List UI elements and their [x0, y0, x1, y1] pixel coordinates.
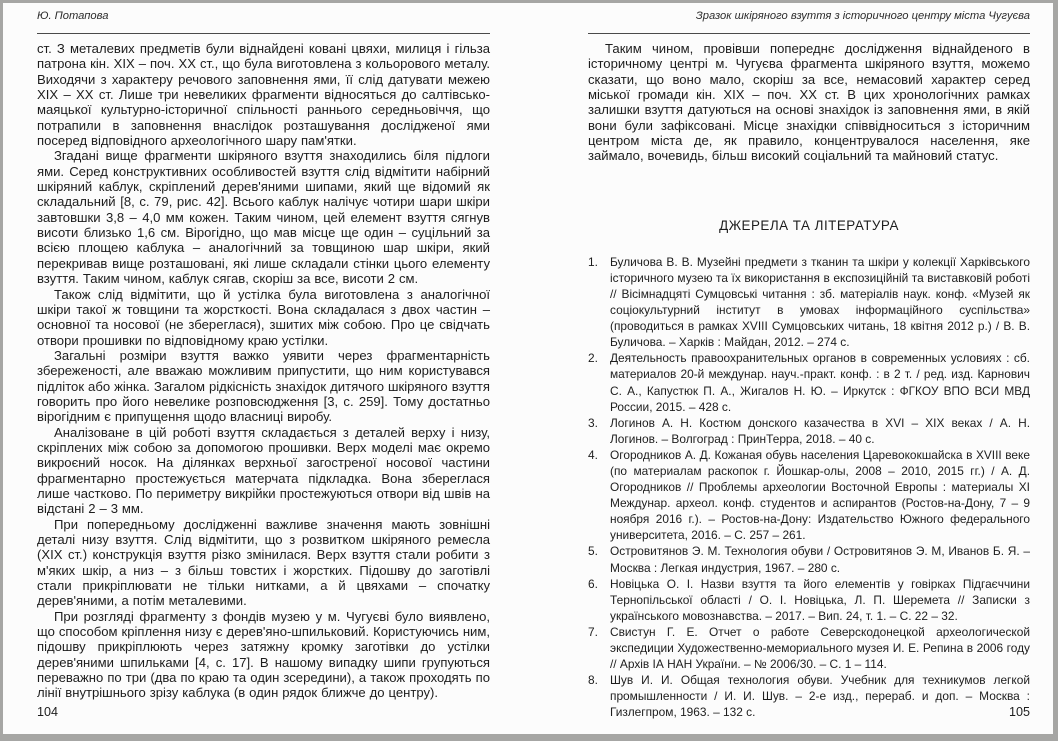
- paragraph: ст. З металевих предметів були віднайдені ковані цвяхи, милиця і гільза патрона кін. XIX – поч. XX ст., що була виготовлена з кольорового металу. Виходячи з характеру речового заповнення ями, її слід датувати межею XIX – XX ст. Лише три невеликих фрагменти відносяться до салтівсько-маяцької культурно-історичної спільності раннього середньовіччя, що потрапили в заповнення внаслідок розташування дослідженої ями посеред відповідного археологічного шару пам'ятки.: [37, 41, 490, 149]
- reference-item: [588, 624, 1030, 672]
- left-page-body: [37, 41, 490, 701]
- reference-number: 7.: [588, 624, 598, 639]
- reference-text: Новіцька О. І. Назви взуття та його елементів у говірках Підгаєччини Тернопільської області / О. І. Новіцька, Л. П. Шеремета // Записки з українського мовознавства. – 2017. – Вип. 24, т. 1. – С. 22 – 32.: [610, 576, 1030, 623]
- page-left: [37, 10, 490, 701]
- page-number-left: 104: [37, 705, 59, 719]
- reference-text: Деятельность правоохранительных органов в современных условиях : сб. материалов 20-й междунар. науч.-практ. конф. : в 2 т. / ред. изд. Карнович С. А., Капустюк П. А., Жигалов Н. Ю. – Иркутск : ФГКОУ ВПО ВСИ МВД России, 2015. – 428 с.: [610, 351, 1030, 414]
- reference-item: [588, 447, 1030, 544]
- reference-number: 1.: [588, 254, 598, 269]
- reference-number: 8.: [588, 673, 598, 688]
- reference-item: [588, 350, 1030, 414]
- reference-text: Логинов А. Н. Костюм донского казачества в XVI – XIX веках / А. Н. Логинов. – Волгоград : ПринТерра, 2018. – 40 с.: [610, 415, 1030, 446]
- page-right: [588, 10, 1030, 720]
- reference-number: 4.: [588, 447, 598, 462]
- reference-text: Огородников А. Д. Кожаная обувь населения Царевококшайска в XVIII веке (по материалам раскопок г. Йошкар-олы, 2008 – 2010, 2015 гг.) / А. Д. Огородников // Проблемы археологии Восточной Европы : материалы XI Междунар. археол. конф. студентов и аспирантов (Ростов-на-Дону, 7 – 9 ноября 2016 г.). – Ростов-на-Дону: Издательство Южного федерального университета, 2016. – С. 257 – 261.: [610, 447, 1030, 543]
- paragraph: Також слід відмітити, що й устілка була виготовлена з аналогічної шкіри такої ж товщини та жорсткості. Вона складалася з двох частин – основної та носової (не збереглася), зшитих між собою. Про це свідчать отвори прошивки по відповідному краю устілки.: [37, 286, 490, 348]
- reference-text: Шув И. И. Общая технология обуви. Учебник для техникумов легкой промышленности / И. И. Шув. – 2-е изд., перераб. и доп. – Москва : Гизлегпром, 1963. – 132 с.: [610, 673, 1030, 720]
- paragraph: При попередньому дослідженні важливе значення мають зовнішні деталі низу взуття. Слід відмітити, що з розвитком шкіряного ремесла (XIX ст.) конструкція взуття різко змінилася. Верх взуття стали робити з м'яких шкір, а низ – з більш товстих і жорстких. Підошву до заготівлі стали прикріплювати не тільки нитками, а й цвяхами – спочатку дерев'яними, а потім металевими.: [37, 516, 490, 609]
- reference-text: Свистун Г. Е. Отчет о работе Северскодонецкой археологической экспедиции Художественно-мемориального музея И. Е. Репина в 2006 году // Архів ІА НАН України. – № 2006/30. – С. 1 – 114.: [610, 624, 1030, 672]
- reference-text: Буличова В. В. Музейні предмети з тканин та шкіри у колекції Харківського історичного музею та їх використання в експозиційній та виставковій роботі // Вісімнадцяті Сумцовські читання : зб. матеріалів наук. конф. «Музей як соціокультурний інститут в умовах інформаційного суспільства» (проводиться в рамках XVIII Сумцовських читань, 18 квітня 2012 р.) / В. В. Буличова. – Харків : Майдан, 2012. – 274 с.: [610, 254, 1030, 350]
- reference-item: [588, 543, 1030, 575]
- references-list: [588, 254, 1030, 721]
- reference-item: [588, 415, 1030, 447]
- reference-number: 3.: [588, 415, 598, 430]
- page-number-right: 105: [1008, 705, 1030, 719]
- paragraph: Таким чином, провівши попереднє дослідження віднайденого в історичному центрі м. Чугуєва фрагмента шкіряного взуття, можемо сказати, що воно мало, скоріш за все, немасовий характер серед міської громади кін. XIX – поч. XX ст. В цих хронологічних рамках залишки взуття датуються на основі знахідок із заповнення ями, в якій вони були зафіксовані. Місце знахідки співвідноситься з історичним центром міста де, як правило, концентрувалося населення, яке займало, вочевидь, більш високий соціальний та майновий статус.: [588, 41, 1030, 164]
- paragraph: Аналізоване в цій роботі взуття складається з деталей верху і низу, скріплених між собою за допомогою прошивки. Верх моделі має окремо викроєний носок. На ділянках верхньої загостреної носової частини фрагментарно простежується матерчата підкладка. Вона збереглася лише частково. По периметру викрійки простежуються отвори від швів на відстані 2 – 3 мм.: [37, 424, 490, 517]
- running-header-author: Ю. Потапова: [37, 10, 109, 22]
- running-header-article-title: Зразок шкіряного взуття з історичного центру міста Чугуєва: [695, 10, 1030, 22]
- book-spread: [3, 3, 1053, 734]
- reference-number: 2.: [588, 351, 598, 366]
- paragraph: При розгляді фрагменту з фондів музею у м. Чугуєві було виявлено, що способом кріплення низу є дерев'яно-шпильковий. Користуючись ним, підошву прикріплюють через затяжну кромку заготівки до устілки дерев'яними шпильками [4, с. 17]. В нашому випадку шипи групуються переважно по три (два по краю та один зсередини), а також проходять по лінії внутрішнього зрізу каблука (в один рядок ближче до центру).: [37, 608, 490, 701]
- paragraph: Згадані вище фрагменти шкіряного взуття знаходились біля підлоги ями. Серед конструктивних особливостей взуття слід відмітити набірний шкіряний каблук, скріплений дерев'яними шипами, який ще відомий як складальний [8, с. 79, рис. 42]. Всього каблук налічує чотири шари шкіри завтовшки 3,8 – 4,0 мм кожен. Таким чином, цей елемент взуття сягнув висоти близько 1,6 см. Вірогідно, що мав місце ще один – суцільний за всією площею каблука – аналогічний за товщиною шар шкіри, який перекривав вище розташовані, які лише складали стінки цього елементу взуття. Таким чином, каблук сягав, скоріш за все, висоти 2 см.: [37, 148, 490, 287]
- right-page-body: [588, 41, 1030, 164]
- reference-item: [588, 254, 1030, 351]
- reference-item: [588, 576, 1030, 624]
- header-rule-left: [37, 33, 490, 34]
- paragraph: Загальні розміри взуття важко уявити через фрагментарність збереженості, але вважаю можливим припустити, що ним користувався підліток або жінка. Загалом рідкісність знахідок дитячого шкіряного взуття говорить про його невелике розповсюдження [3, с. 259]. Тому достатньо вірогідним є припущення щодо власниці виробу.: [37, 347, 490, 425]
- references-heading: ДЖЕРЕЛА ТА ЛІТЕРАТУРА: [719, 217, 899, 233]
- reference-number: 5.: [588, 544, 598, 559]
- header-rule-right: [588, 33, 1030, 34]
- reference-text: Островитянов Э. М. Технология обуви / Островитянов Э. М, Иванов Б. Я. – Москва : Легкая индустрия, 1967. – 280 с.: [610, 544, 1030, 575]
- reference-number: 6.: [588, 576, 598, 591]
